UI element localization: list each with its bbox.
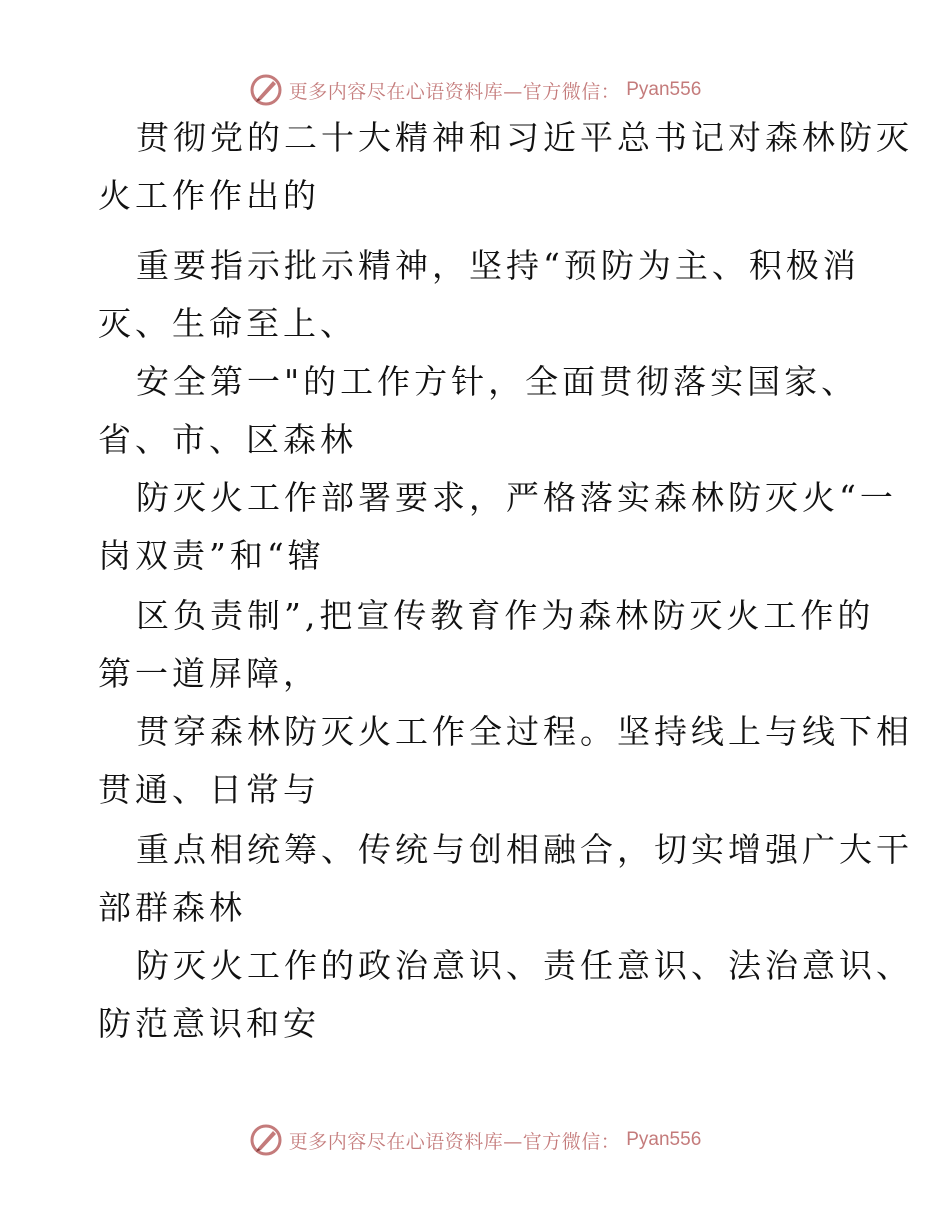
pen-logo-icon (249, 1123, 283, 1157)
footer-banner (0, 1120, 950, 1160)
body-line: 岗双责”和“辖 (98, 536, 325, 575)
body-line: 贯通、日常与 (98, 770, 320, 809)
body-line: 火工作作出的 (98, 176, 320, 215)
body-line: 区负责制”,把宣传教育作为森林防灭火工作的 (136, 596, 875, 635)
body-line: 贯穿森林防灭火工作全过程。坚持线上与线下相 (136, 712, 913, 751)
body-line: 省、市、区森林 (98, 420, 357, 459)
footer-wechat-id: Pyan556 (626, 1129, 702, 1150)
header-banner-text: 更多内容尽在心语资料库—官方微信： (288, 80, 621, 103)
body-line: 第一道屏障， (98, 654, 320, 693)
body-line: 防范意识和安 (98, 1004, 320, 1043)
header-wechat-id: Pyan556 (626, 79, 702, 100)
body-line: 灭、生命至上、 (98, 304, 357, 343)
body-line: 防灭火工作的政治意识、责任意识、法治意识、 (136, 946, 913, 985)
body-line: 重点相统筹、传统与创相融合，切实增强广大干 (136, 830, 913, 869)
footer-banner-text: 更多内容尽在心语资料库—官方微信： (288, 1130, 621, 1153)
body-line: 安全第一"的工作方针，全面贯彻落实国家、 (136, 362, 859, 401)
body-line: 部群森林 (98, 888, 246, 927)
body-line: 重要指示批示精神，坚持“预防为主、积极消 (136, 246, 860, 285)
pen-logo-icon (249, 73, 283, 107)
body-line: 贯彻党的二十大精神和习近平总书记对森林防灭 (136, 118, 913, 157)
header-banner (0, 70, 950, 110)
body-line: 防灭火工作部署要求，严格落实森林防灭火“一 (136, 478, 897, 517)
